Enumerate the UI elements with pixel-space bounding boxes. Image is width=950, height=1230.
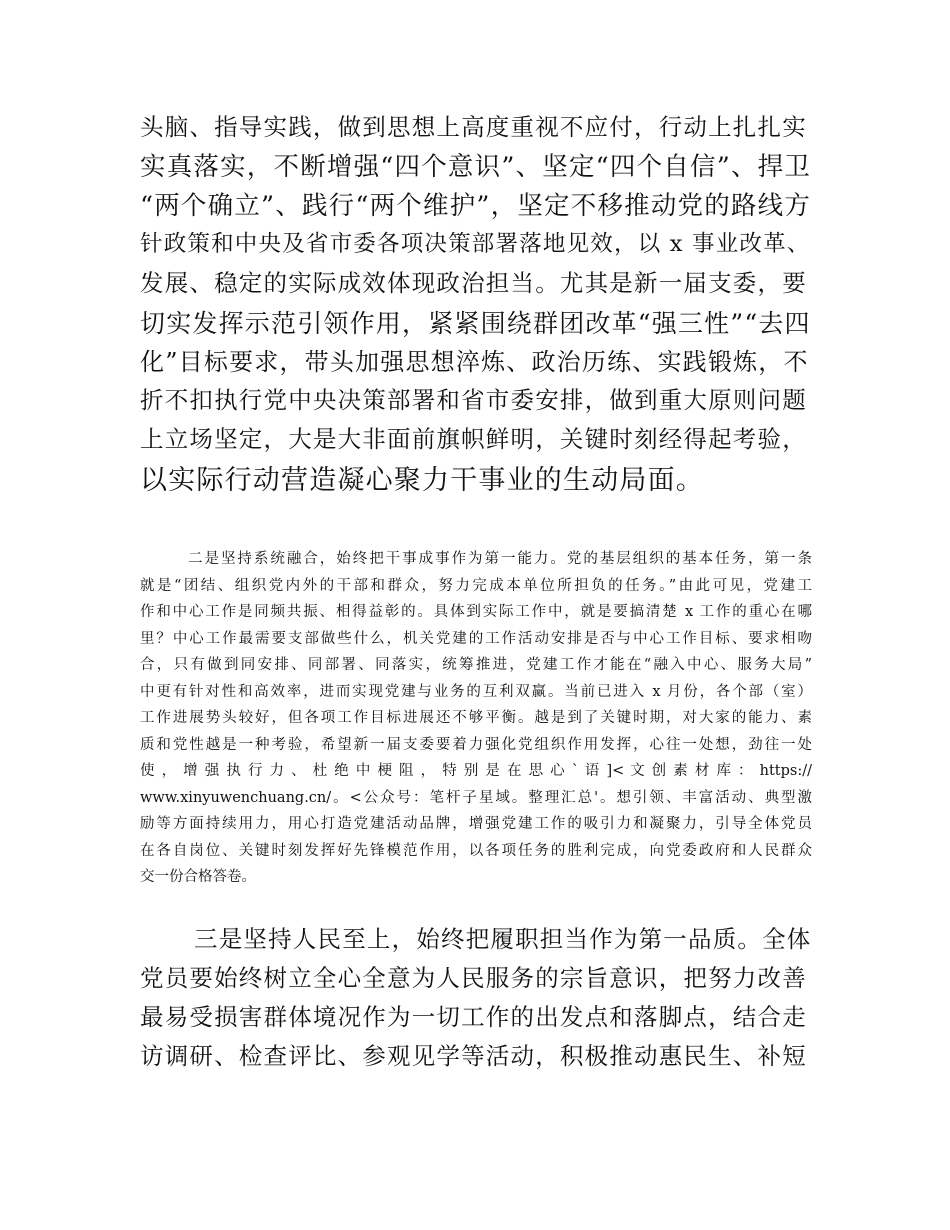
text-line: 二是坚持系统融合，始终把干事成事作为第一能力。党的基层组织的基本任务，第一条 [188,551,812,567]
text-line: 交一份合格答卷。 [140,869,256,885]
text-line: 合，只有做到同安排、同部署、同落实，统筹推进，党建工作才能在“融入中心、服务大局” [140,657,812,673]
text-line: 上立场坚定，大是大非面前旗帜鲜明，关键时刻经得起考验， [140,425,807,453]
text-line: 励等方面持续用力，用心打造党建活动品牌，增强党建工作的吸引力和凝聚力，引导全体党员 [140,816,812,832]
text-line: 工作进展势头较好，但各项工作目标进展还不够平衡。越是到了关键时期，对大家的能力、素 [140,710,812,726]
text-line: 在各自岗位、关键时刻发挥好先锋模范作用，以各项任务的胜利完成，向党委政府和人民群众 [140,842,812,859]
text-line: 访调研、检查评比、参观见学等活动，积极推动惠民生、补短 [140,1042,807,1070]
text-line: 使 ， 增 强 执 行 力 、 杜 绝 中 梗 阻 ， 特 别 是 在 思 心 ` 语 ]< 文 创 素 材 库 ： https:// [140,763,812,779]
text-line: 作和中心工作是同频共振、相得益彰的。具体到实际工作中，就是要搞清楚 x 工作的重心在哪 [140,604,812,620]
paragraph-2 [140,546,812,891]
text-line: 针政策和中央及省市委各项决策部署落地见效，以 x 事业改革、 [140,231,811,257]
text-line: 切实发挥示范引领作用，紧紧围绕群团改革“强三性”“去四 [140,309,811,338]
text-line: 党员要始终树立全心全意为人民服务的宗旨意识，把努力改善 [140,964,807,992]
text-line: 最易受损害群体境况作为一切工作的出发点和落脚点，结合走 [140,1003,807,1031]
text-line: www.xinyuwenchuang.cn/。<公众号：笔杆子星域。整理汇总'。想引领、丰富活动、典型激 [140,789,812,806]
text-line: 中更有针对性和高效率，进而实现党建与业务的互利双赢。当前已进入 x 月份，各个部（室） [140,683,812,700]
text-line: 三是坚持人民至上，始终把履职担当作为第一品质。全体 [194,925,812,953]
text-line: 折不扣执行党中央决策部署和省市委安排，做到重大原则问题 [140,386,807,414]
text-line: 实真落实，不断增强“四个意识”、坚定“四个自信”、捍卫 [140,152,812,182]
text-line: 里？中心工作最需要支部做些什么，机关党建的工作活动安排是否与中心工作目标、要求相吻 [140,630,812,647]
text-line: 化”目标要求，带头加强思想淬炼、政治历练、实践锻炼，不 [140,348,809,376]
text-line: 发展、稳定的实际成效体现政治担当。尤其是新一届支委，要 [140,269,807,297]
text-line: 头脑、指导实践，做到思想上高度重视不应付，行动上扎扎实 [140,113,807,141]
text-line: 就是“团结、组织党内外的干部和群众，努力完成本单位所担负的任务。”由此可见，党建工 [140,577,812,594]
text-line: “两个确立”、践行“两个维护”，坚定不移推动党的路线方 [140,191,812,221]
text-line: 以实际行动营造凝心聚力干事业的生动局面。 [140,465,704,496]
text-line: 质和党性越是一种考验，希望新一届支委要着力强化党组织作用发挥，心往一处想，劲往一处 [140,736,812,753]
